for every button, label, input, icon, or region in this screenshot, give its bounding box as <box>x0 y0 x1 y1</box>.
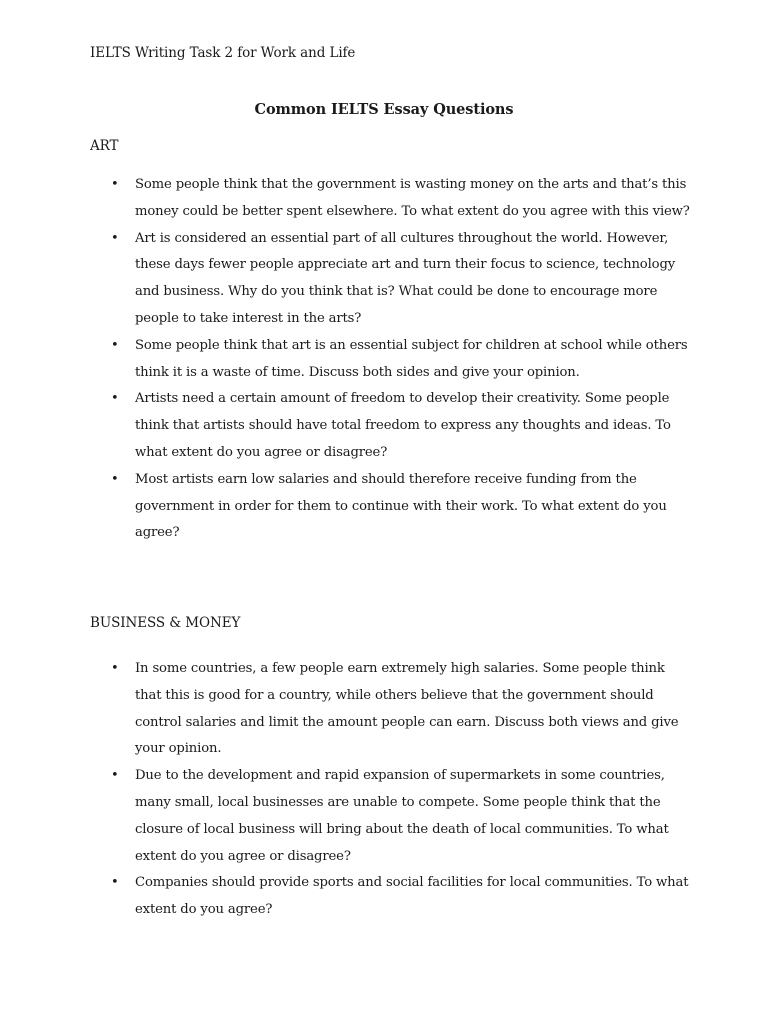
question-text: Artists need a certain amount of freedom to develop their creativity. Some people think that artists should have total freedom to express any thoughts and ideas. To what extent do you agree or disagree? <box>135 391 671 460</box>
bullet-icon: • <box>111 177 119 192</box>
question-text: Art is considered an essential part of all cultures throughout the world. However, these days fewer people appreciate art and turn their focus to science, technology and business. Why do you think that is? What could be done to encourage more people to take interest in the arts? <box>135 230 676 326</box>
bullet-icon: • <box>111 230 119 246</box>
list-item <box>90 763 690 870</box>
list-item <box>90 333 690 387</box>
question-text: In some countries, a few people earn extremely high salaries. Some people think that this is good for a country, while others believe that the government should control salaries and limit the amount people can earn. Discuss both views and give your opinion. <box>135 661 679 757</box>
bullet-icon: • <box>111 875 119 891</box>
question-text: Some people think that art is an essential subject for children at school while others think it is a waste of time. Discuss both sides and give your opinion. <box>135 337 688 380</box>
bullet-icon: • <box>111 391 119 407</box>
art-question-list <box>90 172 690 547</box>
business-question-list <box>90 656 690 924</box>
question-text: Companies should provide sports and social facilities for local communities. To what extent do you agree? <box>135 875 689 918</box>
question-text: Some people think that the government is wasting money on the arts and that’s this money could be better spent elsewhere. To what extent do you agree with this view? <box>135 177 690 219</box>
bullet-icon: • <box>111 471 119 487</box>
list-item <box>90 226 690 333</box>
bullet-icon: • <box>111 768 119 784</box>
section-heading-art: ART <box>90 138 119 154</box>
question-text: Most artists earn low salaries and should therefore receive funding from the government in order for them to continue with their work. To what extent do you agree? <box>135 471 667 541</box>
question-text: Due to the development and rapid expansion of supermarkets in some countries, many small, local businesses are unable to compete. Some people think that the closure of local business will bring about the death of local communities. To what extent do you agree or disagree? <box>135 768 669 864</box>
list-item <box>90 467 690 547</box>
bullet-icon: • <box>111 337 119 353</box>
document-title: Common IELTS Essay Questions <box>254 101 514 118</box>
list-item <box>90 386 690 466</box>
running-header: IELTS Writing Task 2 for Work and Life <box>90 45 356 61</box>
list-item <box>90 656 690 763</box>
bullet-icon: • <box>111 661 119 676</box>
list-item <box>90 870 690 924</box>
section-heading-business-money: BUSINESS & MONEY <box>90 615 241 631</box>
list-item <box>90 172 690 226</box>
